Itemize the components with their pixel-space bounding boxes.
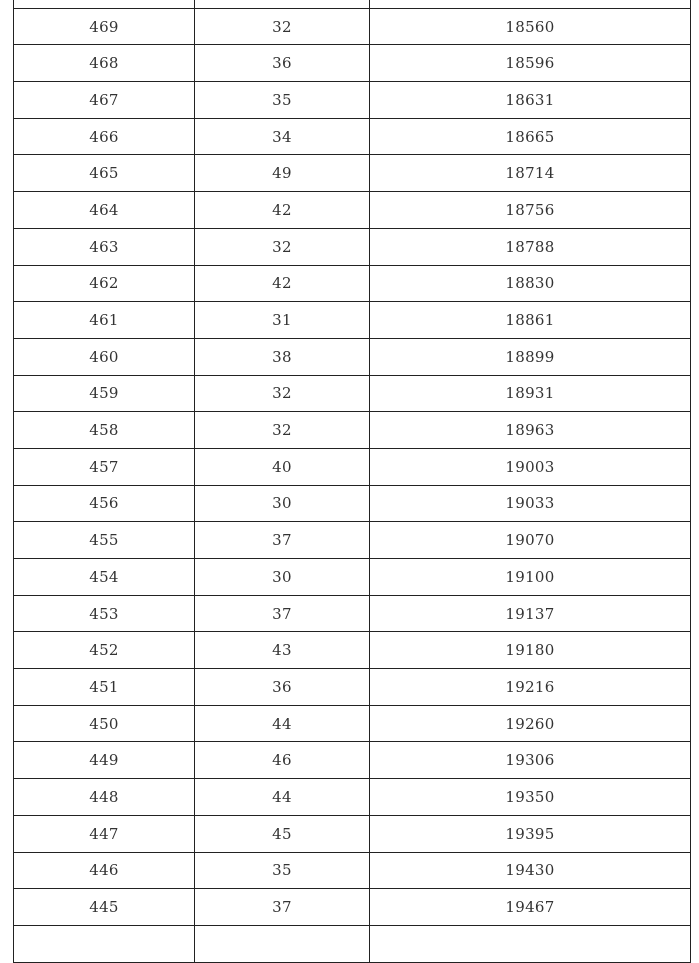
count-cell: 35 xyxy=(195,852,370,889)
count-cell: 42 xyxy=(195,192,370,229)
cumulative-cell: 19395 xyxy=(370,815,691,852)
count-cell: 37 xyxy=(195,595,370,632)
score-cell: 455 xyxy=(14,522,195,559)
score-cell: 466 xyxy=(14,118,195,155)
cumulative-cell: 18830 xyxy=(370,265,691,302)
cumulative-cell: 19033 xyxy=(370,485,691,522)
count-cell: 35 xyxy=(195,82,370,119)
table-row xyxy=(14,45,691,82)
table-row xyxy=(14,925,691,962)
score-cell: 451 xyxy=(14,669,195,706)
cumulative-cell: 18756 xyxy=(370,192,691,229)
score-cell xyxy=(14,0,195,8)
score-cell: 467 xyxy=(14,82,195,119)
score-cell: 462 xyxy=(14,265,195,302)
score-cell xyxy=(14,925,195,962)
score-cell: 454 xyxy=(14,559,195,596)
table-row xyxy=(14,228,691,265)
cumulative-cell xyxy=(370,925,691,962)
cumulative-cell: 19137 xyxy=(370,595,691,632)
score-cell: 456 xyxy=(14,485,195,522)
score-cell: 460 xyxy=(14,338,195,375)
table-row xyxy=(14,485,691,522)
score-cell: 459 xyxy=(14,375,195,412)
table-row xyxy=(14,779,691,816)
score-table-container xyxy=(13,0,690,963)
table-row xyxy=(14,559,691,596)
table-row xyxy=(14,815,691,852)
count-cell: 44 xyxy=(195,779,370,816)
count-cell: 46 xyxy=(195,742,370,779)
score-cell: 465 xyxy=(14,155,195,192)
count-cell: 49 xyxy=(195,155,370,192)
cumulative-cell: 19306 xyxy=(370,742,691,779)
table-row xyxy=(14,0,691,8)
cumulative-cell: 18596 xyxy=(370,45,691,82)
cumulative-cell: 18931 xyxy=(370,375,691,412)
score-cell: 447 xyxy=(14,815,195,852)
score-cell: 463 xyxy=(14,228,195,265)
count-cell: 44 xyxy=(195,705,370,742)
cumulative-cell: 19260 xyxy=(370,705,691,742)
score-cell: 457 xyxy=(14,448,195,485)
count-cell: 42 xyxy=(195,265,370,302)
cumulative-cell: 19100 xyxy=(370,559,691,596)
cumulative-cell xyxy=(370,0,691,8)
table-row xyxy=(14,155,691,192)
cumulative-cell: 18963 xyxy=(370,412,691,449)
table-row xyxy=(14,375,691,412)
table-row xyxy=(14,8,691,45)
table-row xyxy=(14,595,691,632)
count-cell: 32 xyxy=(195,375,370,412)
count-cell: 37 xyxy=(195,522,370,559)
count-cell: 45 xyxy=(195,815,370,852)
table-row xyxy=(14,669,691,706)
cumulative-cell: 19180 xyxy=(370,632,691,669)
cumulative-cell: 19467 xyxy=(370,889,691,926)
table-row xyxy=(14,265,691,302)
cumulative-cell: 19430 xyxy=(370,852,691,889)
count-cell: 34 xyxy=(195,118,370,155)
score-cell: 464 xyxy=(14,192,195,229)
table-row xyxy=(14,338,691,375)
table-row xyxy=(14,118,691,155)
cumulative-cell: 19350 xyxy=(370,779,691,816)
table-row xyxy=(14,448,691,485)
score-cell: 453 xyxy=(14,595,195,632)
score-cell: 448 xyxy=(14,779,195,816)
table-row xyxy=(14,705,691,742)
cumulative-cell: 18861 xyxy=(370,302,691,339)
score-cell: 450 xyxy=(14,705,195,742)
score-cell: 458 xyxy=(14,412,195,449)
score-cell: 452 xyxy=(14,632,195,669)
cumulative-cell: 19216 xyxy=(370,669,691,706)
count-cell: 31 xyxy=(195,302,370,339)
cumulative-cell: 18714 xyxy=(370,155,691,192)
table-row xyxy=(14,852,691,889)
count-cell: 36 xyxy=(195,45,370,82)
table-row xyxy=(14,412,691,449)
score-cell: 446 xyxy=(14,852,195,889)
score-cell: 449 xyxy=(14,742,195,779)
count-cell: 36 xyxy=(195,669,370,706)
cumulative-cell: 18560 xyxy=(370,8,691,45)
cumulative-cell: 18631 xyxy=(370,82,691,119)
count-cell xyxy=(195,0,370,8)
count-cell: 32 xyxy=(195,8,370,45)
table-row xyxy=(14,302,691,339)
table-row xyxy=(14,522,691,559)
table-row xyxy=(14,632,691,669)
cumulative-cell: 18788 xyxy=(370,228,691,265)
count-cell: 32 xyxy=(195,228,370,265)
count-cell: 38 xyxy=(195,338,370,375)
count-cell: 30 xyxy=(195,485,370,522)
count-cell: 32 xyxy=(195,412,370,449)
count-cell: 30 xyxy=(195,559,370,596)
table-row xyxy=(14,82,691,119)
cumulative-cell: 18899 xyxy=(370,338,691,375)
score-cell: 461 xyxy=(14,302,195,339)
score-cell: 445 xyxy=(14,889,195,926)
score-cell: 469 xyxy=(14,8,195,45)
score-cell: 468 xyxy=(14,45,195,82)
count-cell: 43 xyxy=(195,632,370,669)
count-cell: 37 xyxy=(195,889,370,926)
score-table-body xyxy=(14,0,691,962)
table-row xyxy=(14,889,691,926)
cumulative-cell: 19070 xyxy=(370,522,691,559)
table-row xyxy=(14,192,691,229)
table-row xyxy=(14,742,691,779)
cumulative-cell: 19003 xyxy=(370,448,691,485)
cumulative-cell: 18665 xyxy=(370,118,691,155)
count-cell xyxy=(195,925,370,962)
score-table xyxy=(13,0,691,963)
count-cell: 40 xyxy=(195,448,370,485)
